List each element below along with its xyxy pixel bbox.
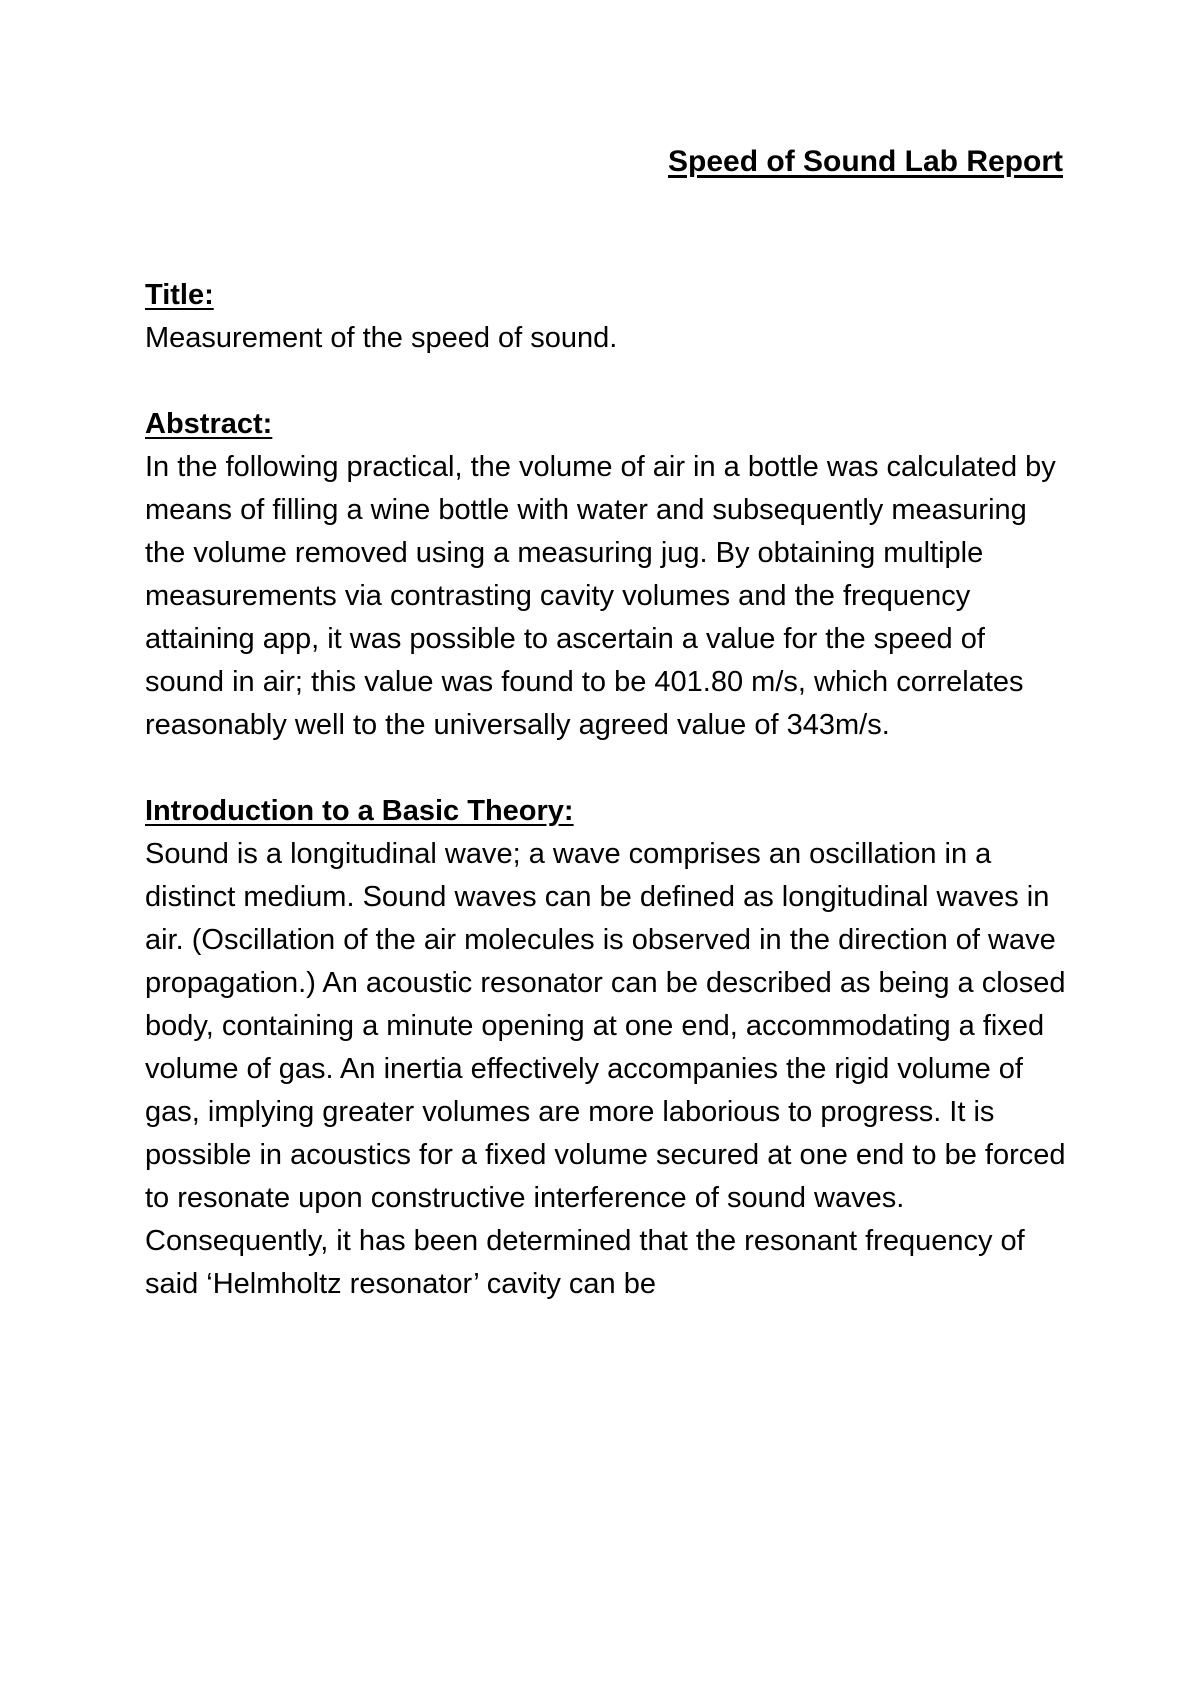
abstract-text: In the following practical, the volume of air in a bottle was calculated by means of filling a wine bottle with water and subsequently measuring the volume removed using a measuring jug. By obtaining multiple measurements via contrasting cavity volumes and the frequency attaining app, it was possible to ascertain a value for the speed of sound in air; this value was found to be 401.80 m/s, which correlates reasonably well to the universally agreed value of 343m/s.: [145, 451, 1056, 741]
introduction-heading: Introduction to a Basic Theory:: [145, 795, 574, 827]
title-section: [145, 274, 1070, 360]
abstract-section: [145, 403, 1070, 747]
introduction-paragraph-2: Consequently, it has been determined that the resonant frequency of said ‘Helmholtz resonator’ cavity can be: [145, 1225, 1025, 1300]
document-body: [145, 274, 1070, 1306]
introduction-paragraph-1: Sound is a longitudinal wave; a wave comprises an oscillation in a distinct medium. Sound waves can be defined as longitudinal waves in air. (Oscillation of the air molecules is observed in the direction of wave propagation.) An acoustic resonator can be described as being a closed body, containing a minute opening at one end, accommodating a fixed volume of gas. An inertia effectively accompanies the rigid volume of gas, implying greater volumes are more laborious to progress. It is possible in acoustics for a fixed volume secured at one end to be forced to resonate upon constructive interference of sound waves.: [145, 838, 1066, 1214]
abstract-heading: Abstract:: [145, 408, 273, 440]
title-heading: Title:: [145, 279, 214, 311]
introduction-section: [145, 790, 1070, 1306]
title-text: Measurement of the speed of sound.: [145, 322, 618, 354]
document-title: Speed of Sound Lab Report: [668, 145, 1063, 178]
